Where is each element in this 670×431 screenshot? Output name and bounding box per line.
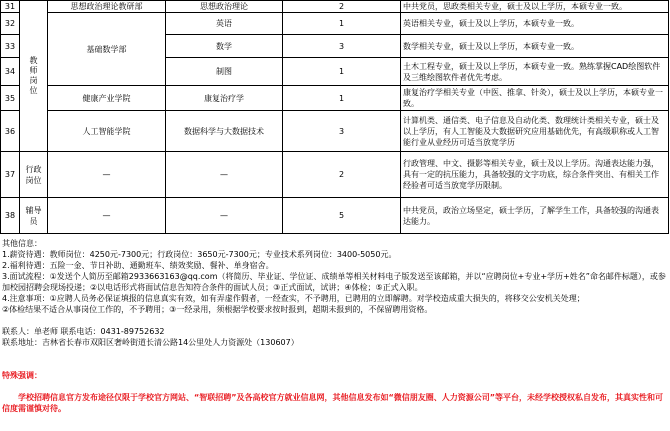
table-row [1, 152, 669, 198]
requirement-cell: 计算机类、通信类、电子信息及自动化类、数理统计类相关专业，硕士及以上学历，有人工智能及大数据研究应用基础优先，有高级职称或人工智能行业从业经历可适当放宽学历 [401, 111, 669, 152]
warning-text: 学校招聘信息官方发布途径仅限于学校官方网站、“智联招聘”及各高校官方就业信息网，其他信息发布如“微信朋友圈、人力资源公司”等平台，未经学校授权私自发布，其真实性和可信度需谨慎对待。 [2, 393, 664, 413]
major-cell: — [166, 152, 283, 198]
count-cell: 3 [283, 35, 401, 58]
table-row [1, 86, 669, 111]
count-cell: 5 [283, 198, 401, 234]
salary-line: 1.薪资待遇：教师岗位：4250元-7300元；行政岗位：3650元-7300元；专业技术系列岗位：3400-5050元。 [2, 250, 397, 259]
notice-line-2: ②体检结果不适合从事岗位工作的，不予聘用；③一经录用，须根据学校要求按时报到，超期未报到的，不保留聘用资格。 [2, 305, 433, 314]
welfare-line: 2.福利待遇：五险一金、节日补助、通勤班车、绩效奖励、餐补、单身宿舍。 [2, 261, 274, 270]
major-cell: 制图 [166, 58, 283, 86]
other-info-section [2, 238, 668, 414]
row-number: 31 [1, 1, 20, 13]
row-number: 33 [1, 35, 20, 58]
department-cell: 基础数学部 [48, 13, 166, 86]
other-info-heading: 其他信息： [2, 239, 42, 248]
requirement-cell: 行政管理、中文、摄影等相关专业，硕士及以上学历。沟通表达能力强，具有一定的抗压能力，具备较强的文字功底，综合条件突出、有相关工作经验者可适当放宽学历限制。 [401, 152, 669, 198]
requirement-cell: 康复治疗学相关专业（中医、推拿、针灸），硕士及以上学历，本硕专业一致。 [401, 86, 669, 111]
major-cell: 思想政治理论 [166, 1, 283, 13]
count-cell: 1 [283, 86, 401, 111]
group-label-admin: 行政岗位 [20, 152, 48, 198]
warning-section [2, 370, 668, 414]
count-cell: 2 [283, 1, 401, 13]
count-cell: 2 [283, 152, 401, 198]
requirement-cell: 数学相关专业，硕士及以上学历，本硕专业一致。 [401, 35, 669, 58]
table-row [1, 13, 669, 35]
contact-line: 联系人：单老师 联系电话：0431-89752632 [2, 327, 165, 336]
row-number: 34 [1, 58, 20, 86]
notice-line-1: 4.注意事项：①应聘人员务必保证填报的信息真实有效，如有弄虚作假者，一经查实，不予聘用，已聘用的立即解聘。对学校造成重大损失的，将移交公安机关处理； [2, 294, 585, 303]
count-cell: 1 [283, 58, 401, 86]
requirement-cell: 中共党员，政治立场坚定，硕士学历，了解学生工作，具备较强的沟通表达能力。 [401, 198, 669, 234]
requirement-cell: 中共党员，思政类相关专业，硕士及以上学历，本硕专业一致。 [401, 1, 669, 13]
major-cell: — [166, 198, 283, 234]
row-number: 36 [1, 111, 20, 152]
department-cell: 思想政治理论教研部 [48, 1, 166, 13]
major-cell: 数据科学与大数据技术 [166, 111, 283, 152]
department-cell: — [48, 198, 166, 234]
row-number: 38 [1, 198, 20, 234]
table-row [1, 111, 669, 152]
department-cell: — [48, 152, 166, 198]
row-number: 35 [1, 86, 20, 111]
address-line: 联系地址：吉林省长春市双阳区奢岭街道长清公路14公里处人力资源处（130607） [2, 338, 299, 347]
department-cell: 健康产业学院 [48, 86, 166, 111]
major-cell: 康复治疗学 [166, 86, 283, 111]
count-cell: 1 [283, 13, 401, 35]
table-row [1, 1, 669, 13]
table-row [1, 198, 669, 234]
department-cell: 人工智能学院 [48, 111, 166, 152]
interview-process: 3.面试流程：①发送个人简历至邮箱2933663163@qq.com（将简历、毕业证、学位证、成绩单等相关材料电子版发送至该邮箱，并以“应聘岗位+专业+学历+姓名”命名邮件标题），或参加校园招聘会现场投递；②以电话形式将面试信息告知符合条件的面试人员；③正式面试，试讲；④体检；⑤正式入职。 [2, 272, 666, 292]
requirement-cell: 英语相关专业，硕士及以上学历，本硕专业一致。 [401, 13, 669, 35]
count-cell: 3 [283, 111, 401, 152]
major-cell: 英语 [166, 13, 283, 35]
requirement-cell: 土木工程专业，硕士及以上学历，本硕专业一致。熟练掌握CAD绘图软件及三维绘图软件者优先考虑。 [401, 58, 669, 86]
group-label-counselor: 辅导员 [20, 198, 48, 234]
warning-title: 特殊强调： [2, 371, 42, 380]
major-cell: 数学 [166, 35, 283, 58]
group-label-teacher: 教师岗位 [20, 1, 48, 152]
row-number: 32 [1, 13, 20, 35]
row-number: 37 [1, 152, 20, 198]
